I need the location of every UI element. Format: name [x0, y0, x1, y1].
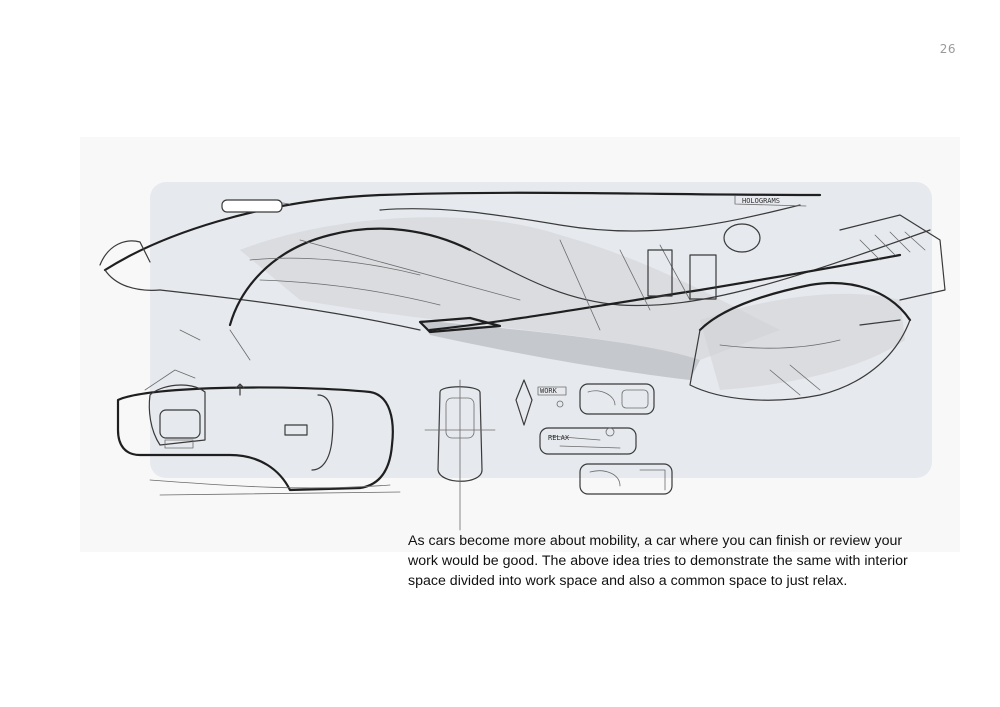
side-view-car-sketch [118, 370, 400, 495]
diamond-marker-sketch [516, 380, 566, 425]
caption-paragraph: As cars become more about mobility, a car where you can finish or review your work would be good. The above idea tries to demonstrate the same with interior space divided into work space and also a common space to just relax. [408, 533, 908, 589]
page-number: 26 [939, 42, 956, 56]
work-label: WORK [540, 387, 557, 395]
relax-label: RELAX [548, 434, 570, 442]
top-view-seat-sketch [425, 380, 495, 530]
seat-configuration-sketches [540, 384, 672, 494]
hologram-label: HOLOGRAMS [742, 197, 780, 205]
